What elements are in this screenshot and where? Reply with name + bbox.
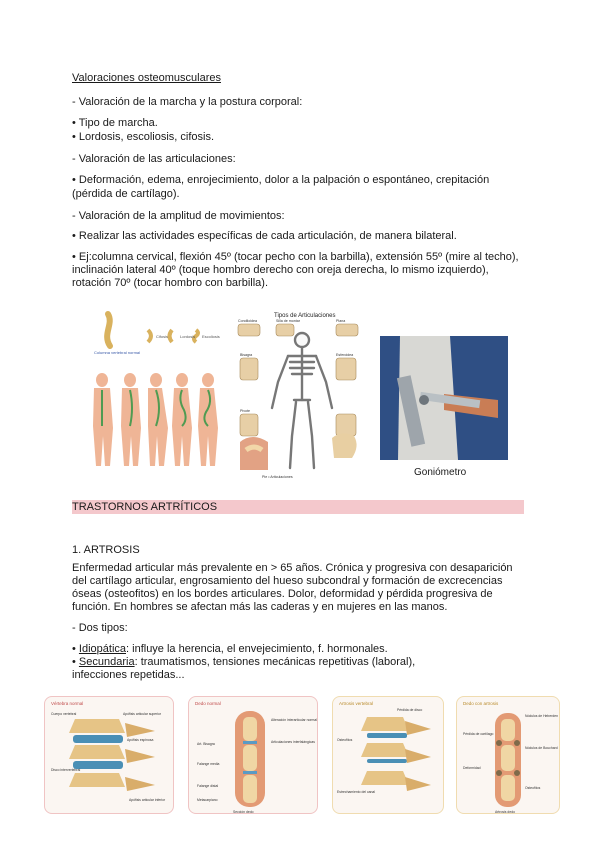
card-label: Disco intervertebral	[51, 768, 81, 772]
list-item-cont: rotación 70º (tocar hombro con barbilla).	[72, 277, 269, 289]
tipo-label: Secundaria	[78, 656, 135, 668]
card-label: Pérdida de disco	[397, 708, 423, 712]
list-item-cont: (pérdida de cartílago).	[72, 188, 180, 200]
tipo-item: • Idiopática: influye la herencia, el envejecimiento, f. hormonales.	[72, 643, 388, 655]
card-title: Artrosis vertebral	[339, 701, 374, 706]
description-line: función. En hombres se afectan más las caderas y en mujeres en las manos.	[72, 601, 448, 613]
articulaciones-title: - Valoración de las articulaciones:	[72, 153, 236, 165]
list-item-cont: inclinación lateral 40º (toque hombro derecho con oreja derecha, lo mismo izquierdo),	[72, 264, 489, 276]
joint-label: Bisagra	[240, 353, 253, 357]
joints-title: Tipos de Articulaciones	[274, 313, 336, 319]
card-label: Falange media	[197, 762, 220, 766]
illustration-card	[44, 696, 174, 814]
card-label: Apófisis articular inferior	[129, 798, 166, 802]
section-heading: Valoraciones osteomusculares	[72, 72, 221, 84]
card-label: Cuerpo vertebral	[51, 712, 77, 716]
illustration-card	[332, 696, 444, 814]
card-title: Dedo normal	[195, 701, 221, 706]
list-item: • Realizar las actividades específicas de cada articulación, de manera bilateral.	[72, 230, 457, 242]
card-label: Apófisis articular superior	[123, 712, 162, 716]
card-label: Falange distal	[197, 784, 219, 788]
spine-label: Cifosis	[156, 334, 169, 339]
tipo-text: : influye la herencia, el envejecimiento, f. hormonales.	[126, 643, 388, 655]
list-item: • Lordosis, escoliosis, cifosis.	[72, 131, 215, 143]
spine-label: Lordosis	[180, 334, 196, 339]
description-line: óseas (osteofitos) en los bordes articulares. Dolor, deformidad y pérdida progresiva de	[72, 588, 493, 600]
amplitud-title: - Valoración de la amplitud de movimientos:	[72, 210, 285, 222]
tipo-item: • Secundaria: traumatismos, tensiones mecánicas repetitivas (laboral),	[72, 656, 416, 668]
card-label: Estrechamiento del canal	[337, 790, 376, 794]
card-label: Alteración interarticular normal	[271, 718, 317, 722]
card-caption: Artrosis dedo	[495, 810, 515, 814]
goniometer-caption: Goniómetro	[414, 467, 467, 478]
illustration-card	[188, 696, 318, 814]
description-line: del cartílago articular, engrosamiento del hueso subcondral y formación de excrecencias	[72, 575, 503, 587]
card-caption: Sección dedo	[233, 810, 254, 814]
card-title: Vértebra normal	[51, 701, 84, 706]
card-label: Apófisis espinosa	[127, 738, 154, 742]
card-label: Articulaciones interfalángicas	[271, 740, 315, 744]
card-label: Art. Bisagra	[197, 742, 215, 746]
illustration-card	[456, 696, 560, 814]
list-item: • Deformación, edema, enrojecimiento, dolor a la palpación o espontáneo, crepitación	[72, 174, 490, 186]
banner-title: TRASTORNOS ARTRÍTICOS	[72, 501, 218, 513]
card-label: Nódulos de Heberden	[525, 714, 558, 718]
card-label: Metacarpiano	[197, 798, 218, 802]
joint-types-figure	[232, 310, 368, 482]
list-item: • Ej:columna cervical, flexión 45º (tocar pecho con la barbilla), extensión 55º (mire al techo),	[72, 251, 519, 263]
goniometer-photo	[380, 336, 508, 460]
card-label: Deformidad	[463, 766, 481, 770]
joint-label: Esferoidea	[336, 353, 354, 357]
card-title: Dedo con artrosis	[463, 701, 499, 706]
tipo-label: Idiopática	[78, 643, 127, 655]
description-line: Enfermedad articular más prevalente en > 65 años. Crónica y progresiva con desaparición	[72, 562, 513, 574]
joint-label: Pivote	[240, 409, 250, 413]
list-item: • Tipo de marcha.	[72, 117, 158, 129]
marcha-title: - Valoración de la marcha y la postura corporal:	[72, 96, 303, 108]
card-label: Osteofitos	[337, 738, 353, 742]
spine-posture-figure	[90, 308, 222, 474]
joint-label: Condiloidea	[238, 319, 257, 323]
joint-label: Silla de montar	[276, 319, 300, 323]
spine-label: Escoliosis	[202, 334, 220, 339]
joints-caption: Pie • Articulaciones	[262, 475, 293, 479]
artrosis-title: 1. ARTROSIS	[72, 544, 140, 556]
section-banner	[72, 500, 524, 514]
card-label: Pérdida de cartílago	[463, 732, 494, 736]
joint-label: Plana	[336, 319, 346, 323]
tipo-item-cont: infecciones repetidas...	[72, 669, 185, 681]
tipos-title: - Dos tipos:	[72, 622, 128, 634]
card-label: Osteofitos	[525, 786, 541, 790]
spine-label: Columna vertebral normal	[94, 350, 141, 355]
tipo-text: : traumatismos, tensiones mecánicas repetitivas (laboral),	[134, 656, 416, 668]
card-label: Nódulos de Bouchard	[525, 746, 558, 750]
